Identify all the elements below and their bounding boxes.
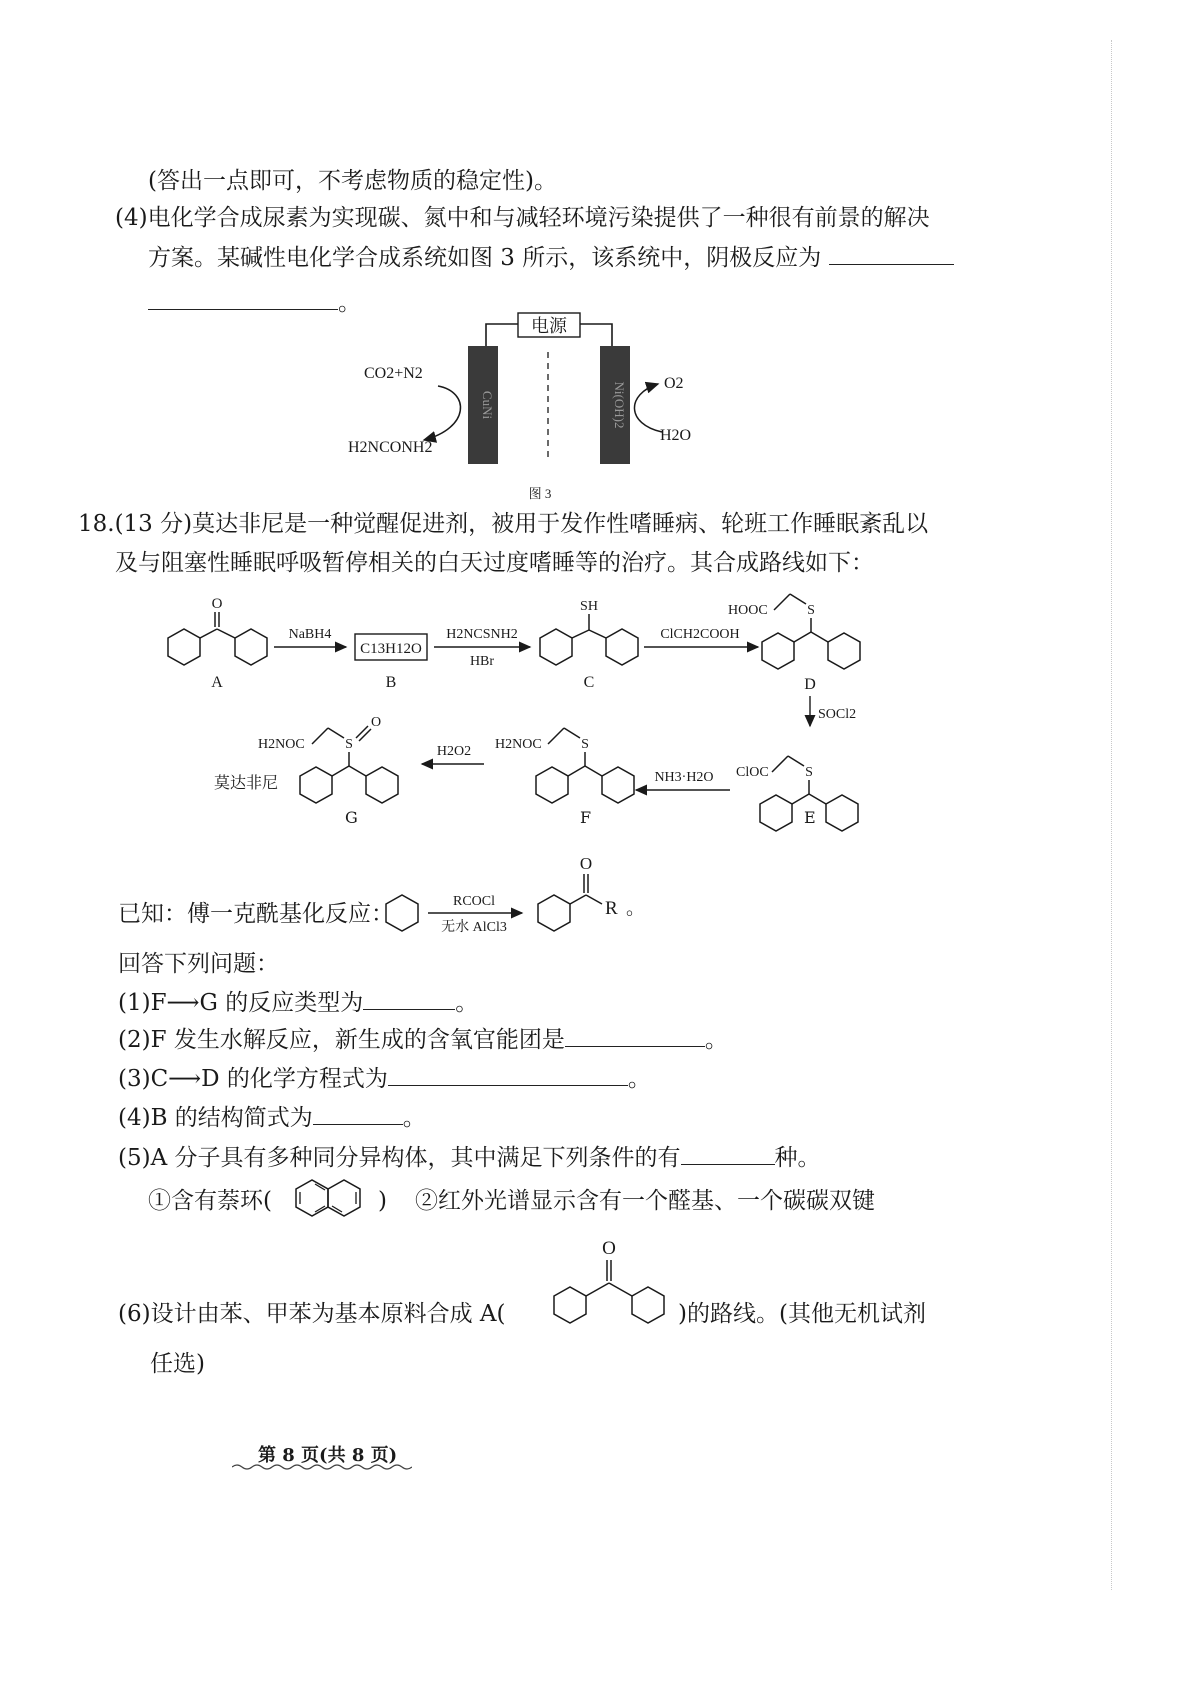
molecule-D <box>728 594 860 669</box>
molecule-G-modafinil <box>258 715 398 803</box>
label-C: C <box>583 674 595 691</box>
molecule-F <box>495 728 634 803</box>
answer-blank-4[interactable] <box>313 1100 403 1125</box>
q17-note: (答出一点即可，不考虑物质的稳定性)。 <box>148 168 557 194</box>
product-o2: O2 <box>664 375 684 392</box>
h2noc-group-F: H2NOC <box>495 737 542 752</box>
q18-line1: 18.(13 分)莫达非尼是一种觉醒促进剂，被用于发作性嗜睡病、轮班工作睡眠紊乱以 <box>78 511 929 537</box>
benzene-ring-reactant <box>386 895 418 931</box>
footer-wavy-underline <box>232 1462 412 1472</box>
cond1-close: ) <box>378 1188 387 1214</box>
answer-blank-5[interactable] <box>681 1140 775 1165</box>
sub-question-4 <box>118 1100 426 1134</box>
product-name-modafinil: 莫达非尼 <box>214 775 279 792</box>
answer-blank-3[interactable] <box>388 1061 628 1086</box>
q17-4-line1: (4)电化学合成尿素为实现碳、氮中和与减轻环境污染提供了一种很有前景的解决 <box>115 205 930 231</box>
reagent-nabh4: NaBH4 <box>288 627 332 642</box>
answer-blank-1[interactable] <box>363 985 455 1010</box>
reagent-alcl3: 无水 AlCl3 <box>441 920 507 935</box>
s-atom-D: S <box>807 603 815 618</box>
cond1-text: ①含有萘环( <box>148 1188 272 1214</box>
q17-4-line3 <box>148 285 361 319</box>
reagent-hbr: HBr <box>469 654 495 669</box>
r-group: R <box>605 898 618 919</box>
label-F: F <box>580 808 592 827</box>
sub6-text-tail: )的路线。(其他无机试剂 <box>678 1301 926 1327</box>
sub4-end: 。 <box>402 1105 426 1131</box>
anode-electrode-label: Ni(OH)2 <box>612 381 627 429</box>
anode-reaction-arrow <box>634 384 662 432</box>
cloc-group-E: ClOC <box>736 765 769 780</box>
label-G: G <box>345 808 358 827</box>
q18-line2: 及与阻塞性睡眠呼吸暂停相关的白天过度嗜睡等的治疗。其合成路线如下： <box>115 550 874 576</box>
reagent-rcocl: RCOCl <box>452 894 496 909</box>
known-end-mark: 。 <box>626 898 646 919</box>
label-B: B <box>385 674 397 691</box>
sub1-text: (1)F⟶G 的反应类型为 <box>118 990 364 1016</box>
page-number: 第 8 页(共 8 页) <box>258 1445 398 1466</box>
reactant-h2o: H2O <box>660 427 692 444</box>
label-D: D <box>804 676 816 693</box>
cathode-electrode-label: CuNi <box>480 390 495 420</box>
sub-question-1 <box>118 985 478 1019</box>
power-source-label: 电源 <box>531 316 567 336</box>
answer-blank-cathode-2[interactable] <box>148 285 338 310</box>
right-wire <box>580 324 612 346</box>
q17-end-mark: 。 <box>338 290 361 316</box>
cond2-text: ②红外光谱显示含有一个醛基、一个碳碳双键 <box>415 1188 875 1214</box>
s-atom-F: S <box>581 737 589 752</box>
q17-4-line2 <box>148 240 954 274</box>
carbonyl-o-A: O <box>211 596 223 612</box>
sh-group-C: SH <box>580 599 598 614</box>
cathode-reaction-arrow <box>424 386 460 440</box>
reagent-thiourea: H2NCSNH2 <box>446 627 518 642</box>
product-urea: H2NCONH2 <box>348 439 433 456</box>
sulfoxide-o-G: O <box>370 715 382 730</box>
answer-blank-2[interactable] <box>565 1022 705 1047</box>
sub4-text: (4)B 的结构简式为 <box>118 1105 313 1131</box>
molecule-E <box>736 756 858 831</box>
carbonyl-o-known: O <box>579 854 593 873</box>
label-E: E <box>804 808 816 827</box>
synthesis-scheme <box>150 590 980 840</box>
sub2-end: 。 <box>704 1027 728 1053</box>
sub6-text: (6)设计由苯、甲苯为基本原料合成 A( <box>118 1301 506 1327</box>
q17-4-text: 方案。某碱性电化学合成系统如图 3 所示，该系统中，阴极反应为 <box>148 245 822 271</box>
friedel-crafts-scheme <box>380 834 660 944</box>
s-atom-G: S <box>345 737 353 752</box>
figure3-electrolysis-diagram <box>340 310 740 510</box>
reagent-chloroacetic-acid: ClCH2COOH <box>660 627 740 642</box>
sub-question-5 <box>118 1140 821 1174</box>
molecule-C <box>540 599 638 665</box>
label-A: A <box>211 674 223 691</box>
answer-blank-cathode-1[interactable] <box>829 240 954 265</box>
sub6-line2: 任选) <box>150 1351 205 1377</box>
formula-B: C13H12O <box>360 641 422 657</box>
sub-question-2 <box>118 1022 728 1056</box>
reagent-h2o2: H2O2 <box>436 744 472 759</box>
sub3-text: (3)C⟶D 的化学方程式为 <box>118 1066 388 1092</box>
aryl-ketone-product <box>538 854 618 931</box>
reactant-co2-n2: CO2+N2 <box>364 365 423 382</box>
left-wire <box>486 324 518 346</box>
s-atom-E: S <box>805 765 813 780</box>
sub-question-3 <box>118 1061 651 1095</box>
sub5-end: 种。 <box>774 1145 821 1171</box>
reagent-ammonia: NH3·H2O <box>654 770 714 785</box>
hooc-group-D: HOOC <box>728 603 768 618</box>
sub5-text: (5)A 分子具有多种同分异构体，其中满足下列条件的有 <box>118 1145 681 1171</box>
scan-edge-marks <box>1109 40 1112 1590</box>
carbonyl-o-inline: O <box>602 1238 616 1259</box>
answer-intro: 回答下列问题： <box>118 951 279 977</box>
benzophenone-A-inline <box>542 1230 692 1340</box>
sub1-end: 。 <box>455 990 479 1016</box>
figure3-caption: 图 3 <box>528 486 552 501</box>
h2noc-group-G: H2NOC <box>258 737 305 752</box>
reagent-socl2: SOCl2 <box>818 707 857 722</box>
naphthalene-icon <box>288 1173 380 1225</box>
known-prefix: 已知：傅一克酰基化反应： <box>118 901 394 927</box>
molecule-A-benzophenone <box>168 596 267 665</box>
sub3-end: 。 <box>627 1066 651 1092</box>
sub2-text: (2)F 发生水解反应，新生成的含氧官能团是 <box>118 1027 565 1053</box>
